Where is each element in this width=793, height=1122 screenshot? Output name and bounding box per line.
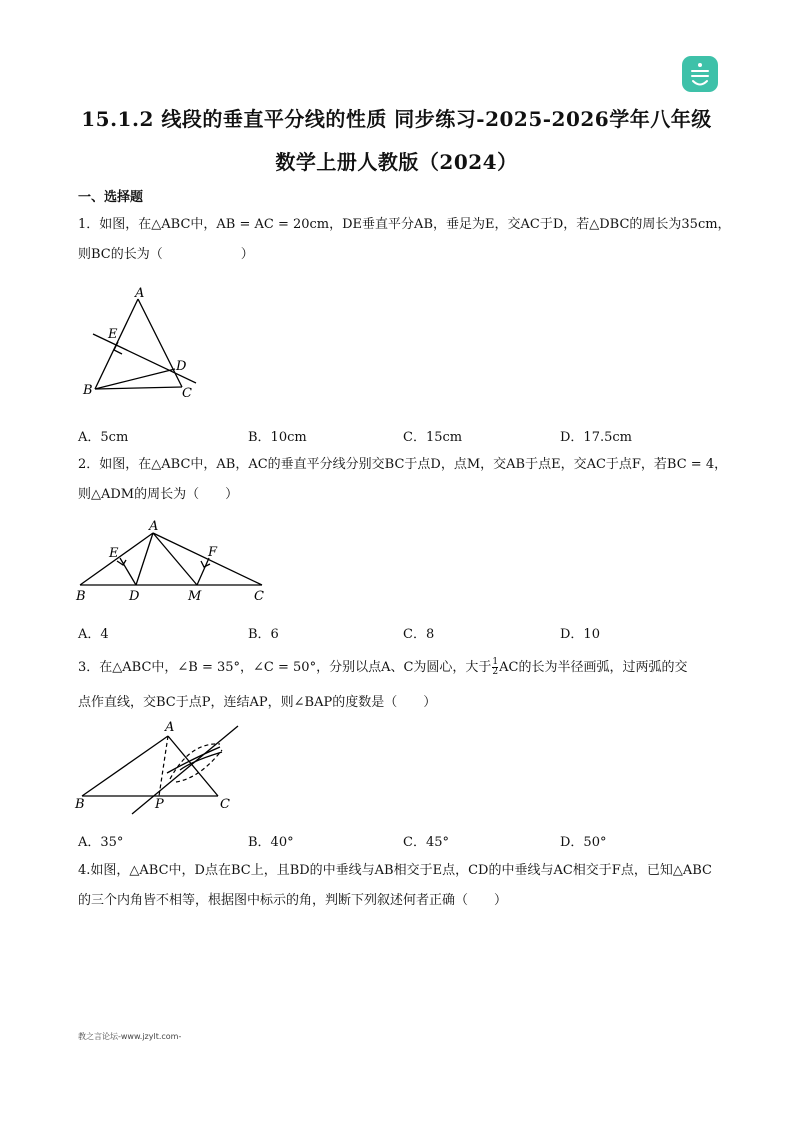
q3-text-line1: [78, 658, 688, 678]
q1-option-c: C．15cm: [403, 430, 463, 445]
q2-label-c: C: [254, 589, 264, 604]
q2-figure: [72, 516, 272, 606]
q1-label-e: E: [108, 327, 118, 342]
q2-right-angle-f: [201, 561, 210, 567]
q1-option-a: A．5cm: [78, 430, 129, 445]
q3-label-b: B: [75, 797, 85, 812]
q2-option-c: C．8: [403, 627, 435, 642]
q1-option-b: B．10cm: [248, 430, 307, 445]
q2-label-d: D: [129, 589, 140, 604]
q1-label-a: A: [135, 286, 145, 301]
page-footer: 教之言论坛-www.jzylt.com-: [78, 1032, 182, 1041]
q2-label-e: E: [109, 546, 119, 561]
page-title-line1: 15.1.2 线段的垂直平分线的性质 同步练习-2025-2026学年八年级: [81, 107, 712, 131]
q2-option-a: A．4: [78, 627, 109, 642]
q3-segment-ap: [159, 736, 168, 796]
q1-label-b: B: [83, 383, 93, 398]
q2-label-f: F: [208, 545, 218, 560]
q2-label-m: M: [188, 589, 202, 604]
q1-segment-bd: [95, 369, 175, 389]
q2-label-b: B: [76, 589, 86, 604]
q1-figure: [78, 282, 208, 402]
q4-text-line1: 4.如图，△ABC中，D点在BC上，且BD的中垂线与AB相交于E点，CD的中垂线与AC相交于F点，已知△ABC: [78, 863, 712, 878]
q2-bisector-fm: [197, 558, 209, 585]
q3-side-ab: [82, 736, 168, 796]
q2-option-b: B．6: [248, 627, 279, 642]
q2-text-line1: 2．如图，在△ABC中，AB，AC的垂直平分线分别交BC于点D，点M，交AB于点E，交AC于点F，若BC = 4，: [78, 457, 728, 472]
q3-label-c: C: [220, 797, 230, 812]
q3-text-line1-b: AC的长为半径画弧，过两弧的交: [499, 660, 688, 675]
q3-side-ac: [168, 736, 218, 796]
q3-fraction-num: 1: [492, 657, 499, 667]
q2-segment-ad: [136, 533, 153, 585]
q3-label-p: P: [155, 797, 164, 812]
q3-fraction-den: 2: [492, 667, 499, 677]
q3-arc-lower: [180, 752, 222, 770]
q3-text-line1-a: 3．在△ABC中，∠B = 35°，∠C = 50°，分别以点A、C为圆心，大于: [78, 660, 492, 675]
q3-fraction: [492, 658, 498, 677]
q2-option-d: D．10: [560, 627, 600, 642]
q1-text-line1: 1．如图，在△ABC中，AB = AC = 20cm，DE垂直平分AB，垂足为E，交AC于D，若△DBC的周长为35cm，: [78, 217, 731, 232]
q3-option-b: B．40°: [248, 835, 294, 850]
q2-bisector-ed: [120, 558, 136, 585]
q2-label-a: A: [149, 519, 159, 534]
q2-text-line2: 则△ADM的周长为（ ）: [78, 487, 239, 502]
q3-option-c: C．45°: [403, 835, 449, 850]
q2-segment-am: [153, 533, 197, 585]
q1-text-line2: 则BC的长为（ ）: [78, 247, 254, 262]
q1-option-d: D．17.5cm: [560, 430, 632, 445]
section-heading: 一、选择题: [78, 190, 144, 205]
q4-text-line2: 的三个内角皆不相等，根据图中标示的角，判断下列叙述何者正确（ ）: [78, 893, 508, 908]
q1-label-d: D: [176, 359, 187, 374]
book-stack-icon: [682, 56, 718, 92]
q3-option-a: A．35°: [78, 835, 124, 850]
q3-text-line2: 点作直线，交BC于点P，连结AP，则∠BAP的度数是（ ）: [78, 695, 437, 710]
q1-right-angle-mark: [114, 342, 122, 354]
q3-figure: [72, 716, 247, 816]
q3-option-d: D．50°: [560, 835, 607, 850]
q1-side-bc: [95, 387, 182, 389]
page-title-line2: 数学上册人教版（2024）: [275, 150, 518, 174]
q1-label-c: C: [182, 386, 192, 401]
q3-label-a: A: [165, 720, 175, 735]
site-logo: [682, 56, 718, 92]
